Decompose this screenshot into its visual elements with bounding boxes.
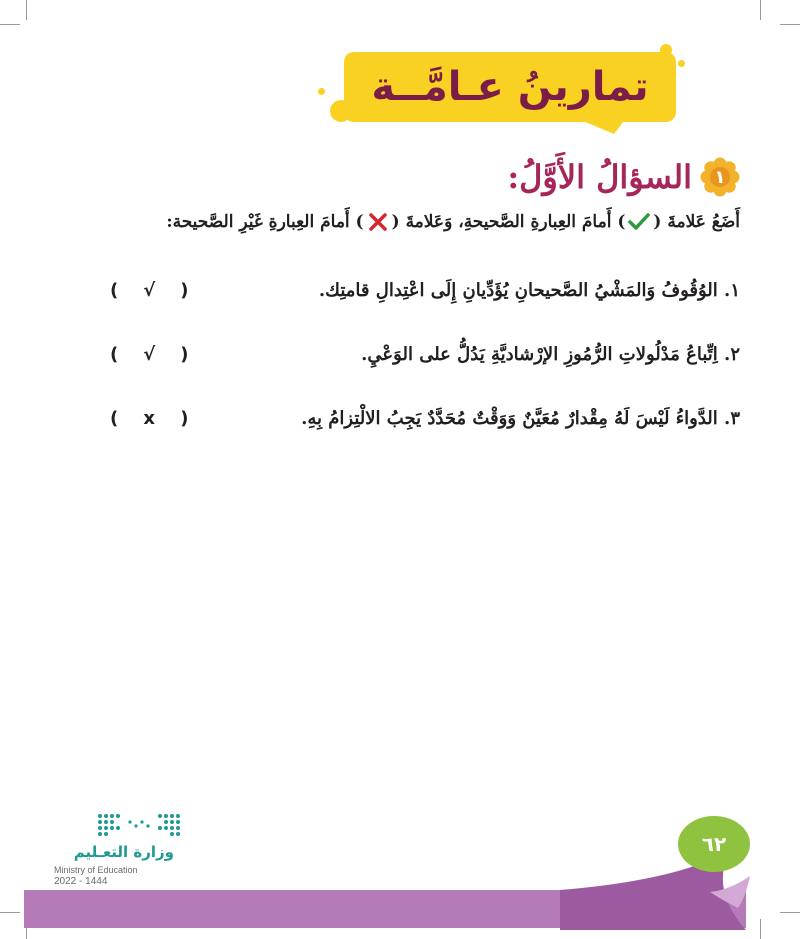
answer-box[interactable] [110, 408, 188, 429]
statement-text: ١. الوُقُوفُ وَالمَشْيُ الصَّحيحانِ يُؤَدِّيانِ إِلَى اعْتِدالِ قامتِك. [318, 279, 740, 301]
instruction-text: أَضَعُ عَلامةَ ( [653, 212, 740, 232]
crop-mark [760, 919, 761, 939]
instruction-text: ) أَمامَ العِبارةِ الصَّحيحةِ، وَعَلامةَ ( [391, 212, 626, 232]
list-item [80, 275, 740, 305]
statement-text: ٣. الدَّواءُ لَيْسَ لَهُ مِقْدارٌ مُعَيَّنٌ وَوَقْتٌ مُحَدَّدٌ يَجِبُ الالْتِزامُ بِهِ. [301, 407, 740, 429]
answer-paren-right: ) [180, 279, 189, 301]
page-number: ٦٢ [678, 816, 750, 872]
flower-badge-icon [700, 157, 740, 197]
crop-mark [760, 0, 761, 20]
answer-paren-right: ) [180, 343, 189, 365]
ministry-name-en: Ministry of Education [54, 865, 138, 875]
question-heading [507, 152, 740, 202]
cross-icon [367, 212, 389, 232]
crop-mark [0, 912, 20, 913]
answer-box[interactable] [110, 280, 188, 301]
list-item [80, 339, 740, 369]
answer-mark: √ [143, 279, 156, 301]
crop-mark [780, 24, 800, 25]
instruction-text: ) أَمامَ العِبارةِ غَيْرِ الصَّحيحة: [166, 212, 364, 232]
instruction-line [50, 212, 740, 232]
check-icon [628, 212, 650, 232]
answer-paren-right: ) [180, 407, 189, 429]
question-number: ١ [714, 166, 726, 188]
answer-paren-left: ( [110, 279, 119, 301]
page-title: تمارينُ عـامَّــة [371, 64, 649, 110]
crop-mark [780, 912, 800, 913]
crop-mark [0, 24, 20, 25]
answer-mark: √ [143, 343, 156, 365]
ministry-logo-icon [96, 812, 186, 838]
answer-paren-left: ( [110, 343, 119, 365]
decor-dot [318, 88, 325, 95]
banner-box [344, 52, 676, 122]
decor-dot [678, 60, 685, 67]
answer-box[interactable] [110, 344, 188, 365]
list-item [80, 403, 740, 433]
banner-tail [570, 118, 626, 134]
ministry-name-ar: وزارة التعـليم [73, 843, 174, 861]
title-banner [318, 44, 698, 144]
question-title: السؤالُ الأَوَّلُ: [507, 158, 692, 196]
statement-text: ٢. اِتِّباعُ مَدْلُولاتِ الرُّمُوزِ الإرْشاديَّةِ يَدُلُّ على الوَعْيِ. [361, 343, 740, 365]
answer-mark: x [143, 407, 156, 429]
edition-year: 2022 - 1444 [54, 876, 108, 887]
answer-paren-left: ( [110, 407, 119, 429]
crop-mark [26, 0, 27, 20]
